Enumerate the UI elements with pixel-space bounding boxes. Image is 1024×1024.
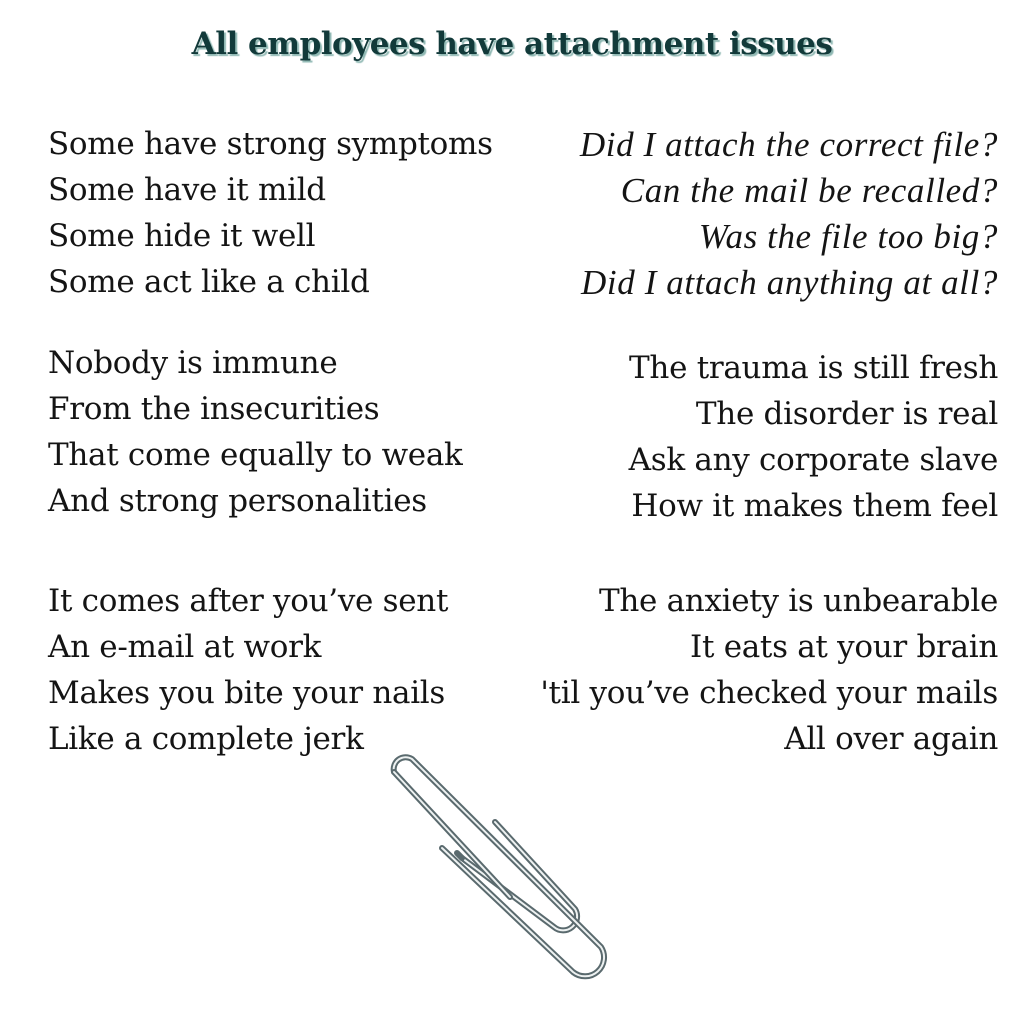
poem-line: Some have it mild <box>48 172 326 208</box>
poem-line: The disorder is real <box>695 396 998 432</box>
poem-line: Like a complete jerk <box>48 721 364 757</box>
poem-line: The anxiety is unbearable <box>598 583 998 619</box>
poem-title: All employees have attachment issues <box>191 26 833 62</box>
poem-line: Makes you bite your nails <box>48 675 446 711</box>
poem-line: Some act like a child <box>48 264 370 300</box>
poem-line: Some hide it well <box>48 218 316 254</box>
poem-line: Did I attach the correct file? <box>579 125 998 164</box>
stanza-right-1 <box>580 122 998 306</box>
stanza-left-2 <box>48 340 463 524</box>
stanza-right-3 <box>540 578 998 762</box>
poem-line: All over again <box>784 721 998 757</box>
poem-line: An e-mail at work <box>48 629 322 665</box>
poem-line: It eats at your brain <box>690 629 998 665</box>
poem-line: Can the mail be recalled? <box>620 171 998 210</box>
poem-line: The trauma is still fresh <box>629 350 998 386</box>
paperclip-icon <box>370 745 630 985</box>
stanza-left-3 <box>48 578 448 762</box>
poem-line: Some have strong symptoms <box>48 126 493 162</box>
poem-line: Did I attach anything at all? <box>581 263 998 302</box>
poem-line: Was the file too big? <box>698 217 998 256</box>
poem-line: How it makes them feel <box>631 488 998 524</box>
poem-line: Ask any corporate slave <box>628 442 998 478</box>
stanza-left-1 <box>48 121 493 305</box>
poem-line: That come equally to weak <box>48 437 463 473</box>
stanza-right-2 <box>629 345 998 529</box>
poem-line: Nobody is immune <box>48 345 338 381</box>
poem-line: It comes after you’ve sent <box>48 583 449 619</box>
poem-line: 'til you’ve checked your mails <box>540 675 998 711</box>
poem-line: And strong personalities <box>48 483 427 519</box>
poem-line: From the insecurities <box>48 391 380 427</box>
